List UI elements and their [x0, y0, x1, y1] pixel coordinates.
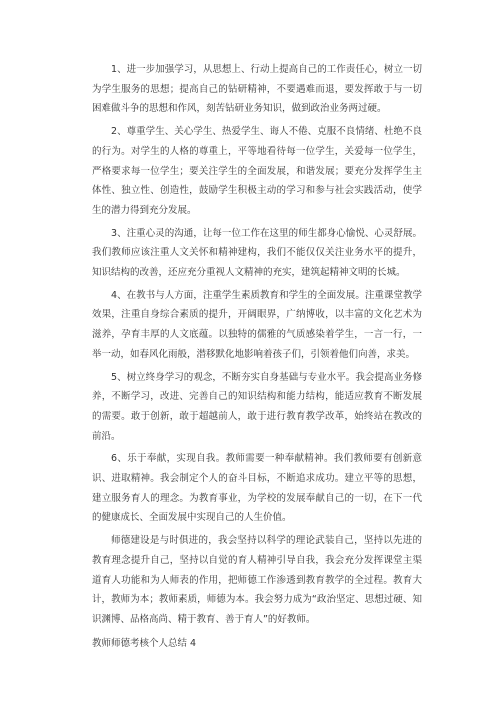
paragraph-3: 3、注重心灵的沟通，让每一位工作在这里的师生都身心愉悦、心灵舒展。我们教师应该注重人文关怀和精神建构，我们不能仅仅关注业务水平的提升，知识结构的改善，还应充分重视人文精神的充实，建筑起精神文明的长城。: [92, 227, 422, 279]
paragraph-6: 6、乐于奉献，实现自我。教师需要一种奉献精神。我们教师要有创新意识、进取精神。我会制定个人的奋斗目标，不断追求成功。建立平等的思想，建立服务育人的理念。为教育事业，为学校的发展奉献自己的一切，在下一代的健康成长、全面发展中实现自己的人生价值。: [92, 453, 422, 524]
paragraph-conclusion: 师德建设是与时俱进的，我会坚持以科学的理论武装自己，坚持以先进的教育理念提升自己，坚持以自觉的育人精神引导自我，我会充分发挥课堂主渠道育人功能和为人师表的作用，把师德工作渗透到教育教学的全过程。教育大计，教师为本；教师素质，师德为本。我会努力成为“政治坚定、思想过硬、知识渊博、品格高尚、精于教育、善于育人”的好教师。: [92, 535, 422, 625]
paragraph-5: 5、树立终身学习的观念，不断夯实自身基础与专业水平。我会提高业务修养，不断学习，改进、完善自己的知识结构和能力结构，能适应教育不断发展的需要。敢于创新，敢于超越前人，敢于进行教育教学改革，始终站在教改的前沿。: [92, 371, 422, 442]
paragraph-1: 1、进一步加强学习，从思想上、行动上提高自己的工作责任心，树立一切为学生服务的思想；提高自己的钻研精神，不要遇难而退，要发挥敢于与一切困难做斗争的思想和作风，刻苦钻研业务知识，做到政治业务两过硬。: [92, 64, 422, 115]
paragraph-4: 4、在教书与人方面，注重学生素质教育和学生的全面发展。注重课堂教学效果，注重自身综合素质的提升，开阔眼界，广纳博收，以丰富的文化艺术为滋养，孕育丰厚的人文底蕴。以独特的儒雅的气质感染着学生，一言一行，一举一动，如春风化雨般，潜移默化地影响着孩子们，引领着他们向善，求美。: [92, 289, 422, 360]
next-section-title: 教师师德考核个人总结 4: [92, 637, 197, 649]
document-body: [92, 60, 422, 653]
paragraph-2: 2、尊重学生、关心学生、热爱学生、诲人不倦、克服不良情绪、杜绝不良的行为。对学生的人格的尊重上，平等地看待每一位学生，关爱每一位学生，严格要求每一位学生；要关注学生的全面发展，和谐发展；要充分发挥学生主体性、独立性、创造性，鼓励学生积极主动的学习和参与社会实践活动，使学生的潜力得到充分发展。: [92, 126, 422, 216]
